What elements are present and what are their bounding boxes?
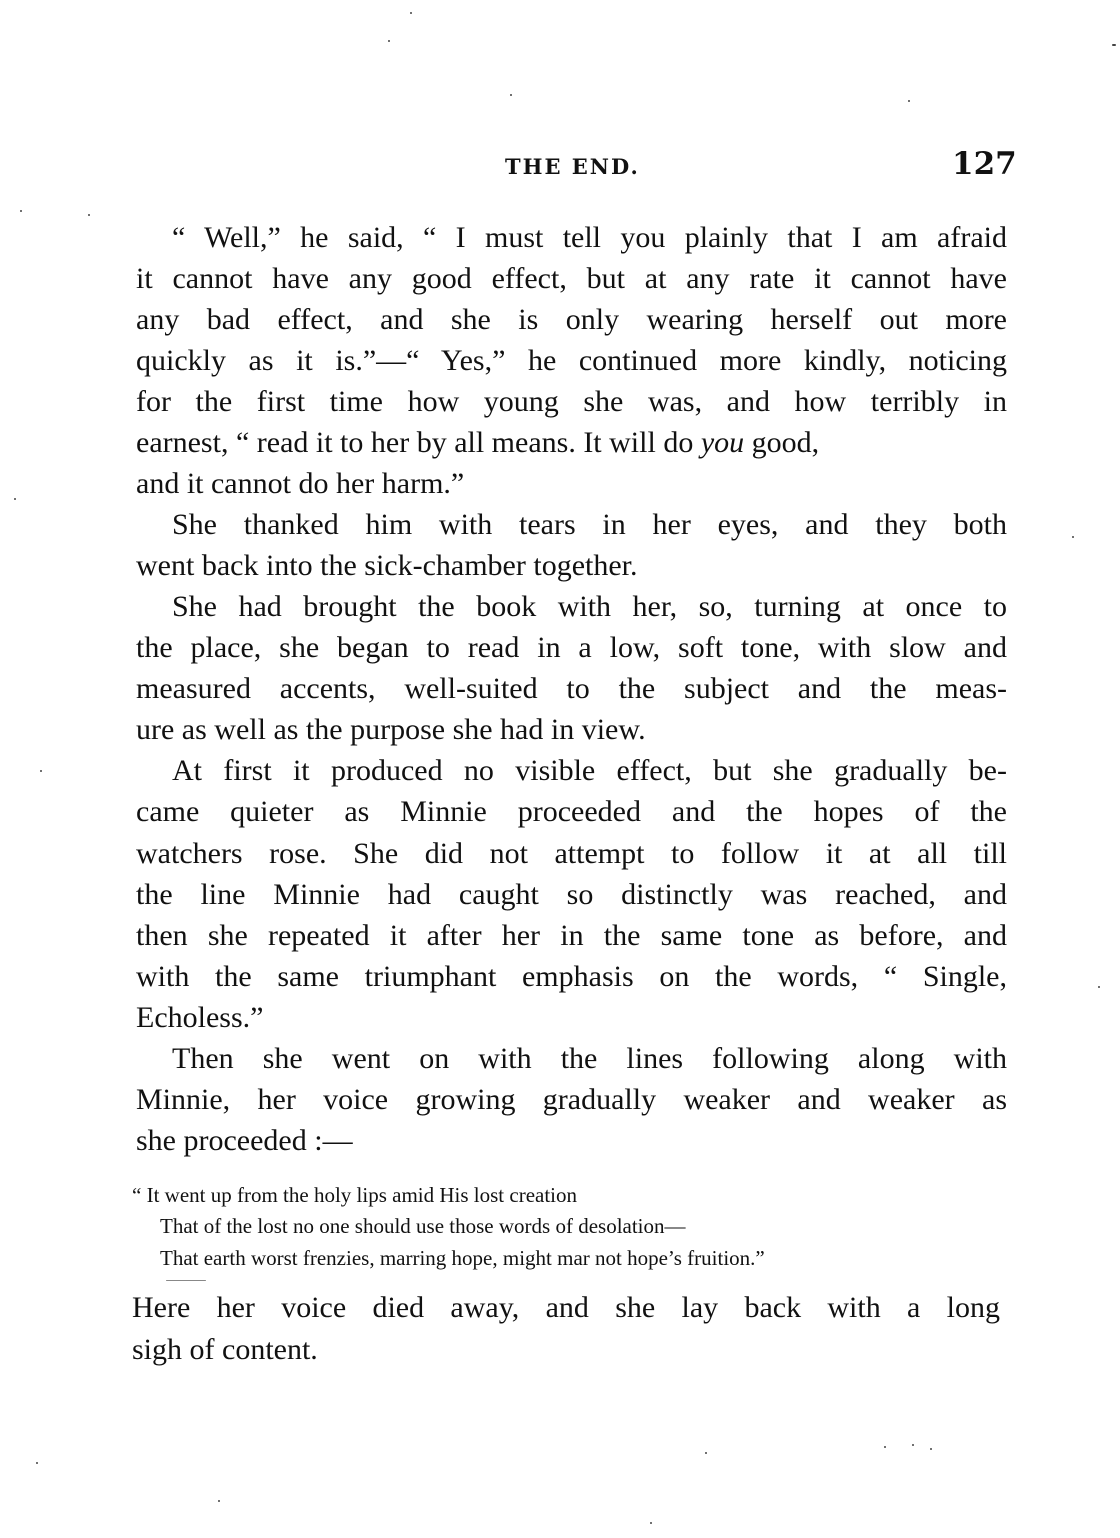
scan-speck (14, 498, 16, 500)
scan-speck (1072, 536, 1074, 538)
text-line: it cannot have any good effect, but at any rate it cannot have (136, 262, 1007, 295)
emphasis-word: you (700, 426, 745, 459)
scan-speck (510, 94, 512, 96)
scan-speck (884, 1446, 886, 1448)
scan-speck (20, 210, 22, 212)
scan-speck (388, 40, 390, 42)
scan-speck (705, 1452, 707, 1454)
text-segment: earnest, “ read it to her by all means. It will do (136, 426, 694, 459)
scan-speck (650, 1522, 652, 1524)
verse-line: That earth worst frenzies, marring hope, might mar not hope’s fruition.” (160, 1246, 765, 1270)
scan-speck (36, 1462, 38, 1464)
text-line: then she repeated it after her in the same tone as before, and (136, 919, 1007, 952)
text-line: quickly as it is.”—“ Yes,” he continued more kindly, noticing (136, 344, 1007, 377)
text-line: Minnie, her voice growing gradually weaker and weaker as (136, 1083, 1007, 1116)
scan-speck (1098, 986, 1100, 988)
verse-line: “ It went up from the holy lips amid His lost creation (132, 1183, 577, 1207)
text-line: Echoless.” (136, 1001, 264, 1034)
text-line: she proceeded :— (136, 1124, 353, 1157)
text-line-with-emphasis (136, 424, 1007, 462)
scan-speck (40, 770, 42, 772)
text-line: ure as well as the purpose she had in view. (136, 713, 646, 746)
text-line: At first it produced no visible effect, but she gradually be- (172, 754, 1007, 787)
text-line: for the first time how young she was, and how terribly in (136, 385, 1007, 418)
text-line: any bad effect, and she is only wearing herself out more (136, 303, 1007, 336)
text-line: the line Minnie had caught so distinctly was reached, and (136, 878, 1007, 911)
verse-line: That of the lost no one should use those words of desolation— (160, 1214, 686, 1238)
text-line: watchers rose. She did not attempt to follow it at all till (136, 837, 1007, 870)
text-line: “ Well,” he said, “ I must tell you plainly that I am afraid (172, 221, 1007, 254)
text-line: went back into the sick-chamber together. (136, 549, 638, 582)
scan-speck (410, 12, 412, 14)
scan-speck (1112, 44, 1116, 46)
running-title: THE END. (505, 154, 640, 179)
text-segment: good, (744, 426, 820, 459)
text-line: She had brought the book with her, so, turning at once to (172, 590, 1007, 623)
scan-speck (166, 1280, 206, 1281)
text-line: She thanked him with tears in her eyes, and they both (172, 508, 1007, 541)
text-line: Here her voice died away, and she lay back with a long (132, 1291, 1000, 1324)
text-line: and it cannot do her harm.” (136, 467, 465, 500)
scan-speck (88, 214, 90, 216)
scan-speck (908, 100, 910, 102)
text-line: came quieter as Minnie proceeded and the hopes of the (136, 795, 1007, 828)
scan-speck (930, 1448, 932, 1450)
page-number: 127 (952, 146, 1017, 182)
text-line: measured accents, well-suited to the subject and the meas- (136, 672, 1007, 705)
text-line: with the same triumphant emphasis on the words, “ Single, (136, 960, 1007, 993)
scan-speck (912, 1444, 914, 1446)
scan-speck (218, 1500, 220, 1502)
text-line: Then she went on with the lines following along with (172, 1042, 1007, 1075)
text-line: the place, she began to read in a low, soft tone, with slow and (136, 631, 1007, 664)
text-line: sigh of content. (132, 1333, 318, 1366)
